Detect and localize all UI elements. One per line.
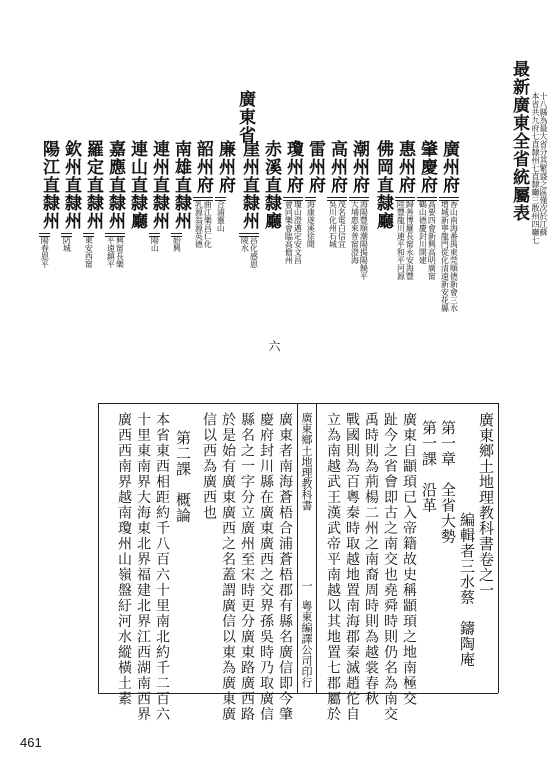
lesson-1-continued-line: 縣名之一字分立廣州至宋時更分廣東路廣西路 xyxy=(239,412,255,722)
prefecture-name: 高州府 xyxy=(327,140,347,194)
page-number: 461 xyxy=(20,735,42,750)
prefecture-name: 惠州府 xyxy=(395,140,415,194)
bottom-page-left-rule xyxy=(98,403,99,693)
prefecture-note-line: 茂名電白信宜 xyxy=(337,200,347,248)
table-intro-note-2: 十八縣為最大省分其繁盛之區僅次於江蘇 xyxy=(539,92,548,236)
prefecture-name: 佛岡直隸廳 xyxy=(373,140,393,230)
prefecture-name: 雷州府 xyxy=(305,140,325,194)
prefecture-name: 韶州府 xyxy=(193,140,213,194)
prefecture-name: 崖州直隸州 xyxy=(239,140,259,230)
prefecture-note-line: 海陽豐順潮陽揭陽饒平 xyxy=(359,200,369,280)
province-label: 廣東省 xyxy=(235,90,255,144)
lesson-1-line: 立為南越武王漢武帝平南越以其地置七郡屬於 xyxy=(325,412,341,722)
prefecture-name: 南雄直隸州 xyxy=(171,140,191,230)
colophon-rule-1 xyxy=(297,404,298,693)
prefecture-name: 嘉應直隸州 xyxy=(105,140,125,230)
prefecture-note-line: 防城 xyxy=(62,236,72,252)
bottom-page-right-rule xyxy=(498,403,499,693)
prefecture-note-line: 會同樂會臨高儋州 xyxy=(284,200,294,264)
prefecture-note-line: 陽春恩平 xyxy=(40,236,50,268)
book-title: 廣東鄉土地理教科書卷之一 xyxy=(477,412,495,598)
prefecture-note-line: 歸善博羅長甯永安海豐 xyxy=(405,200,415,280)
lesson-2-heading: 第二課 概論 xyxy=(174,430,192,523)
table-title: 最新廣東全省統屬表 xyxy=(509,60,529,222)
prefecture-note-line: 大埔惠來普甯澄海 xyxy=(350,200,360,264)
lesson-1-line: 禹時則為荊楊二州之南裔周時則為越裳春秋 xyxy=(363,412,379,707)
prefecture-note-line: 香山南海番禺東莞順德新會三水 xyxy=(449,200,459,312)
lesson-1-continued-line: 慶府封川縣在廣東廣西之交界孫吳時乃取廣信 xyxy=(258,412,274,722)
lesson-1-line: 趾今之省會即古之南交也堯舜時則仍名為南交 xyxy=(382,412,398,722)
prefecture-name: 陽江直隸州 xyxy=(39,140,59,230)
prefecture-note-line: 鶴山德慶封川開建 xyxy=(418,200,428,264)
prefecture-note-line: 陸豐龍川連平和平河源 xyxy=(396,200,406,280)
prefecture-note-line: 陽山 xyxy=(150,236,160,252)
prefecture-name: 廉州府 xyxy=(215,140,235,194)
lesson-2-line: 本省東西相距約千八百六十里南北約千二百六 xyxy=(154,412,170,722)
prefecture-name: 廣州府 xyxy=(439,140,459,194)
prefecture-note-line: 高要四會新興高明廣甯 xyxy=(427,200,437,280)
prefecture-name: 羅定直隸州 xyxy=(83,140,103,230)
lesson-1-continued-line: 廣東者南海蒼梧合浦蒼梧郡有縣名廣信即今肇 xyxy=(277,412,293,722)
prefecture-note-line: 曲江樂昌仁化 xyxy=(203,200,213,248)
page-marker: 六 xyxy=(267,340,281,352)
colophon-rule-2 xyxy=(316,404,317,693)
bottom-page-top-rule xyxy=(98,403,498,404)
prefecture-note-line: 東安西甯 xyxy=(84,236,94,268)
colophon-left: 廣東鄉土地理教科書 xyxy=(300,412,313,511)
prefecture-note-line: 平遠鎮平 xyxy=(106,236,116,268)
prefecture-note-line: 吳川化州石城 xyxy=(328,200,338,248)
prefecture-note-line: 增城新寧龍門從化清遠新安花縣 xyxy=(440,200,450,312)
prefecture-note-line: 瓊山澄邁定安文昌 xyxy=(293,200,303,264)
prefecture-name: 赤溪直隸廳 xyxy=(261,140,281,230)
prefecture-note-line: 海康遂溪徐聞 xyxy=(306,200,316,248)
prefecture-name: 連山直隸廳 xyxy=(127,140,147,230)
lesson-1-continued-line: 信以西為廣西也 xyxy=(201,412,217,521)
prefecture-note-line: 合浦靈山 xyxy=(216,200,226,232)
prefecture-name: 肇慶府 xyxy=(417,140,437,194)
prefecture-note-line: 始興 xyxy=(172,236,182,252)
lesson-1-heading: 第一課 沿革 xyxy=(420,420,438,513)
colophon-mid: 一 xyxy=(300,580,313,591)
prefecture-name: 瓊州府 xyxy=(283,140,303,194)
lesson-1-continued-line: 於是始有廣東廣西之名蓋謂廣信以東為廣東廣 xyxy=(220,412,236,722)
lesson-1-line: 廣東自顓頊已入帝籍故史稱顓頊之地南極交 xyxy=(401,412,417,707)
lesson-2-line: 廣西西南界越南瓊州山嶺盤紆河水縱橫土素 xyxy=(116,412,132,707)
prefecture-name: 欽州直隸州 xyxy=(61,140,81,230)
prefecture-note-line: 乳源翁源英德 xyxy=(194,200,204,248)
prefecture-note-line: 興甯長樂 xyxy=(115,236,125,268)
authors-line: 編輯者三水蔡 鑄陶庵 xyxy=(458,512,476,667)
prefecture-name: 潮州府 xyxy=(349,140,369,194)
chapter-heading: 第一章 全省大勢 xyxy=(439,420,457,544)
lesson-1-line: 戰國則為百粵秦時取越地置南海郡秦滅趙佗自 xyxy=(344,412,360,722)
prefecture-note-line: 昌化感恩 xyxy=(249,236,259,268)
lesson-2-line: 十里東南界大海東北界福建北界江西湖南西界 xyxy=(135,412,151,722)
table-intro-note-1: 本省共九府七直隸州七直隸廳三散州四廳七 xyxy=(531,92,540,244)
colophon-right: 粵東編譯公司印行 xyxy=(300,600,313,688)
prefecture-name: 連州直隸州 xyxy=(149,140,169,230)
prefecture-note-line: 陵水 xyxy=(240,236,250,252)
